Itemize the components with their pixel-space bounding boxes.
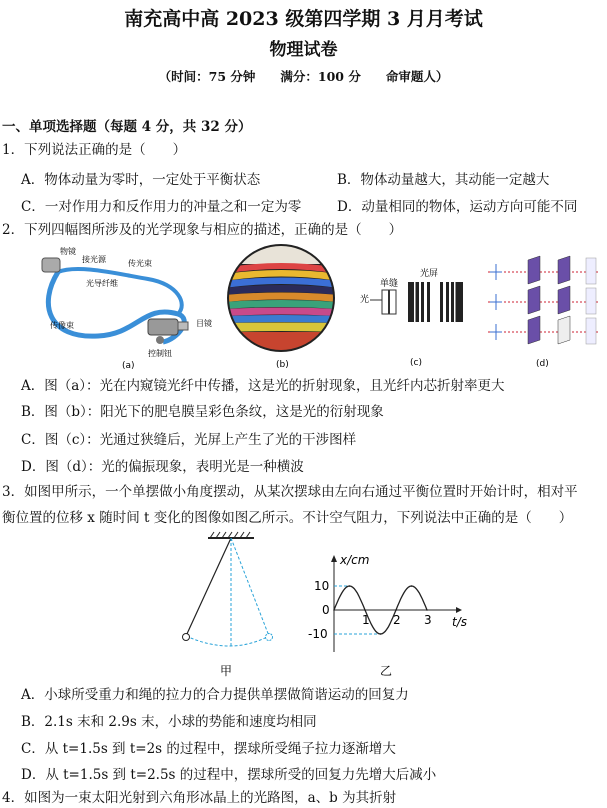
figure-c-single-slit xyxy=(358,264,473,369)
fig-a-label-light-source: 接光源 xyxy=(82,255,106,264)
question-3-stem-line-1: 3．如图甲所示，一个单摆做小角度摆动，从某次摆球由左向右通过平衡位置时开始计时，相对平 xyxy=(2,484,578,500)
fig-a-label-eyepiece: 目镜 xyxy=(196,319,212,328)
question-4-stem: 4．如图为一束太阳光射到六角形冰晶上的光路图，a、b 为其折射 xyxy=(2,790,397,806)
fig-a-label-objective: 物镜 xyxy=(60,247,76,256)
question-3-option-d[interactable]: D．从 t=1.5s 到 t=2.5s 的过程中，摆球所受的回复力先增大后减小 xyxy=(21,767,437,783)
data-point xyxy=(333,609,335,611)
figure-a-endoscope xyxy=(28,244,218,369)
question-1-option-d[interactable]: D．动量相同的物体，运动方向可能不同 xyxy=(337,199,578,215)
exam-title: 南充高中高 2023 级第四学期 3 月月考试 xyxy=(124,8,483,30)
fig-c-label-light: 光 xyxy=(360,295,370,305)
question-2-option-c[interactable]: C．图（c）：光通过狭缝后，光屏上产生了光的干涉图样 xyxy=(21,432,357,448)
question-3-option-a[interactable]: A．小球所受重力和绳的拉力的合力提供单摆做简谐运动的回复力 xyxy=(21,687,409,703)
fig-c-label-screen: 光屏 xyxy=(420,269,439,279)
fig-b-caption: (b) xyxy=(276,360,289,369)
figure-jia-pendulum xyxy=(170,530,290,680)
exam-subtitle: 物理试卷 xyxy=(269,40,338,60)
fig-a-label-fiber: 光导纤维 xyxy=(86,279,118,288)
figure-b-soap-film xyxy=(224,244,339,369)
question-3-option-b[interactable]: B．2.1s 末和 2.9s 末，小球的势能和速度均相同 xyxy=(21,714,317,730)
diffraction-pattern xyxy=(408,282,463,322)
fig-jia-caption: 甲 xyxy=(220,664,233,678)
y-axis-arrow xyxy=(331,555,337,562)
y-tick-label: 0 xyxy=(322,603,330,617)
pendulum-string xyxy=(186,538,231,636)
fig-yi-caption: 乙 xyxy=(380,664,393,678)
data-point xyxy=(364,609,366,611)
data-point xyxy=(411,585,413,587)
exam-info: （时间：75 分钟 满分：100 分 命审题人） xyxy=(158,69,449,84)
fig-c-caption: (c) xyxy=(410,358,422,368)
question-2-option-d[interactable]: D．图（d）：光的偏振现象，表明光是一种横波 xyxy=(21,459,304,475)
y-tick-label: 10 xyxy=(314,579,330,593)
fig-a-label-image-bundle: 传像束 xyxy=(50,321,74,330)
fig-c-label-slit: 单缝 xyxy=(380,279,399,289)
x-axis-label: t/s xyxy=(452,615,467,629)
data-point xyxy=(426,609,428,611)
y-axis-label: x/cm xyxy=(340,553,370,567)
section-heading: 一、单项选择题（每题 4 分，共 32 分） xyxy=(2,119,252,135)
question-2-option-b[interactable]: B．图（b）：阳光下的肥皂膜呈彩色条纹，这是光的衍射现象 xyxy=(21,404,384,420)
question-1-option-a[interactable]: A．物体动量为零时，一定处于平衡状态 xyxy=(21,172,261,188)
fig-a-caption: (a) xyxy=(122,361,135,369)
fig-a-label-light-bundle: 传光束 xyxy=(128,259,152,268)
question-1-option-c[interactable]: C．一对作用力和反作用力的冲量之和一定为零 xyxy=(21,199,302,215)
fig-d-caption: (d) xyxy=(536,359,549,369)
fig-a-label-control: 控制钮 xyxy=(148,349,172,358)
x-tick-label: 1 xyxy=(362,613,370,627)
data-point xyxy=(395,609,397,611)
question-2-option-a[interactable]: A．图（a）：光在内窥镜光纤中传播，这是光的折射现象，且光纤内芯折射率更大 xyxy=(21,378,505,394)
figure-d-polarization xyxy=(488,254,600,369)
pendulum-bob xyxy=(183,634,190,641)
question-3-stem-line-2: 衡位置的位移 x 随时间 t 变化的图像如图乙所示。不计空气阻力，下列说法中正确的是（ ） xyxy=(2,510,573,526)
question-2-stem: 2．下列四幅图所涉及的光学现象与相应的描述，正确的是（ ） xyxy=(2,222,403,238)
data-point xyxy=(349,585,351,587)
data-point xyxy=(380,633,382,635)
question-1-stem: 1．下列说法正确的是（ ） xyxy=(2,142,187,158)
y-tick-label: -10 xyxy=(308,627,328,641)
x-axis-arrow xyxy=(456,607,462,613)
x-tick-label: 3 xyxy=(424,613,432,627)
question-1-option-b[interactable]: B．物体动量越大，其动能一定越大 xyxy=(337,172,550,188)
figure-yi-xt-graph xyxy=(300,550,470,680)
question-3-option-c[interactable]: C．从 t=1.5s 到 t=2s 的过程中，摆球所受绳子拉力逐渐增大 xyxy=(21,741,396,757)
x-tick-label: 2 xyxy=(393,613,401,627)
